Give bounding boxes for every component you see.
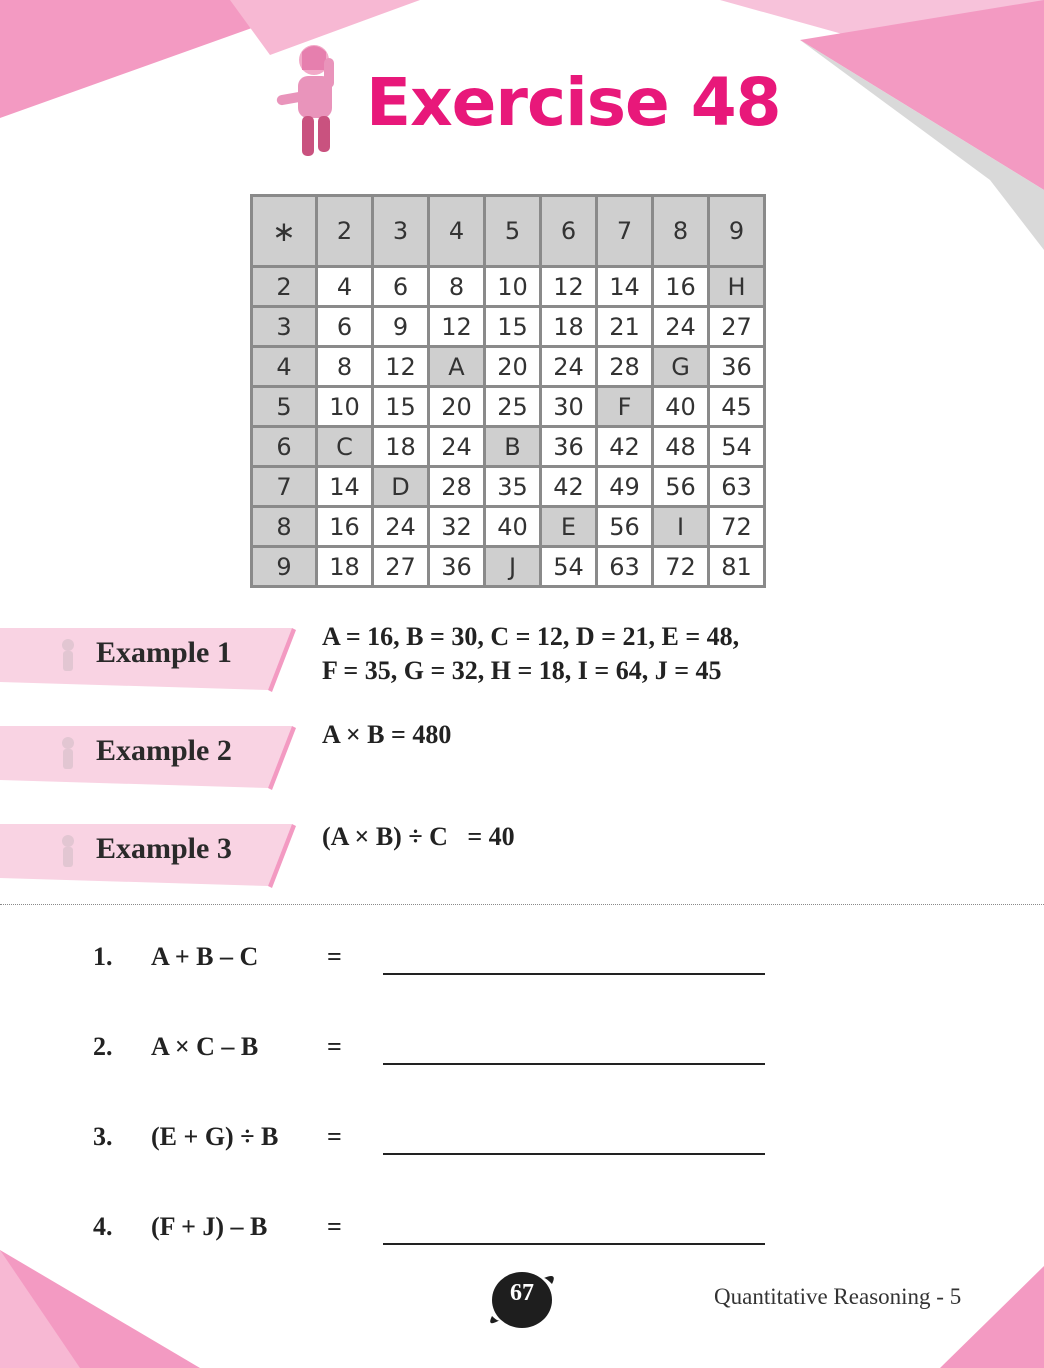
section-divider [0,904,1044,905]
table-cell: 16 [654,268,707,305]
table-row [253,348,763,385]
table-cell: 42 [598,428,651,465]
table-header-cell: 7 [598,197,651,265]
table-cell: 27 [374,548,427,585]
table-cell: 72 [654,548,707,585]
table-cell: 28 [598,348,651,385]
table-row [253,468,763,505]
table-cell: 24 [542,348,595,385]
table-header-row [253,197,763,265]
table-cell: 8 [430,268,483,305]
table-cell: 18 [374,428,427,465]
table-cell: 36 [542,428,595,465]
table-cell-letter: E [542,508,595,545]
table-cell-letter: C [318,428,371,465]
table-cell: 54 [542,548,595,585]
table-header-cell: 4 [430,197,483,265]
answer-line[interactable] [383,1063,765,1065]
table-cell: 30 [542,388,595,425]
question-number: 1. [93,942,113,971]
answer-line[interactable] [383,1243,765,1245]
table-cell: 45 [710,388,763,425]
table-cell: 12 [542,268,595,305]
table-header-cell: 8 [654,197,707,265]
table-cell: 15 [374,388,427,425]
example-2-label: Example 2 [96,734,232,767]
table-cell: 32 [430,508,483,545]
table-cell: 28 [430,468,483,505]
row-header-cell: 3 [253,308,315,345]
table-cell: 56 [654,468,707,505]
table-cell: 40 [486,508,539,545]
page-number: 67 [510,1280,534,1306]
table-row [253,308,763,345]
table-cell-letter: A [430,348,483,385]
table-row [253,268,763,305]
table-cell: 16 [318,508,371,545]
question-number: 4. [93,1212,113,1241]
table-cell: 20 [486,348,539,385]
table-cell: 12 [430,308,483,345]
row-header-cell: 2 [253,268,315,305]
table-cell: 20 [430,388,483,425]
table-cell: 15 [486,308,539,345]
example-3-text: (A × B) ÷ C = 40 [322,822,515,851]
table-cell-letter: J [486,548,539,585]
question-expression: (E + G) ÷ B [151,1122,279,1151]
table-cell: 40 [654,388,707,425]
answer-line[interactable] [383,1153,765,1155]
example-1-label: Example 1 [96,636,232,669]
question-number: 3. [93,1122,113,1151]
table-cell: 10 [318,388,371,425]
table-cell: 48 [654,428,707,465]
table-cell: 81 [710,548,763,585]
table-cell: 56 [598,508,651,545]
table-cell: 4 [318,268,371,305]
row-header-cell: 9 [253,548,315,585]
table-cell: 72 [710,508,763,545]
question-expression: A + B – C [151,942,259,971]
table-cell: 14 [598,268,651,305]
example-1-text: A = 16, B = 30, C = 12, D = 21, E = 48, F = 35, G = 32, H = 18, I = 64, J = 45 [322,622,740,685]
table-cell: 49 [598,468,651,505]
table-cell: 12 [374,348,427,385]
table-cell: 54 [710,428,763,465]
table-cell: 6 [318,308,371,345]
question-expression: (F + J) – B [151,1212,268,1241]
table-cell: 36 [430,548,483,585]
table-header-cell: ∗ [253,197,315,265]
example-2-text: A × B = 480 [322,720,452,749]
equals-sign: = [327,1212,342,1241]
table-header-cell: 5 [486,197,539,265]
table-cell-letter: I [654,508,707,545]
table-cell: 35 [486,468,539,505]
table-cell: 25 [486,388,539,425]
table-cell: 18 [542,308,595,345]
table-cell-letter: H [710,268,763,305]
table-cell: 27 [710,308,763,345]
table-cell: 63 [710,468,763,505]
exercise-title: Exercise 48 [366,64,781,141]
table-row [253,548,763,585]
equals-sign: = [327,1122,342,1151]
table-cell-letter: F [598,388,651,425]
question-number: 2. [93,1032,113,1061]
equals-sign: = [327,942,342,971]
table-header-cell: 3 [374,197,427,265]
row-header-cell: 4 [253,348,315,385]
multiplication-table [250,194,766,588]
table-cell: 8 [318,348,371,385]
example-3-label: Example 3 [96,832,232,865]
table-cell: 63 [598,548,651,585]
table-row [253,388,763,425]
table-cell: 24 [654,308,707,345]
book-title-footer: Quantitative Reasoning - 5 [714,1284,962,1309]
equals-sign: = [327,1032,342,1061]
row-header-cell: 5 [253,388,315,425]
table-cell: 36 [710,348,763,385]
table-cell: 42 [542,468,595,505]
table-cell: 24 [374,508,427,545]
table-cell: 21 [598,308,651,345]
table-cell: 6 [374,268,427,305]
row-header-cell: 7 [253,468,315,505]
girl-mascot-icon [262,40,354,162]
row-header-cell: 8 [253,508,315,545]
row-header-cell: 6 [253,428,315,465]
table-cell: 14 [318,468,371,505]
table-row [253,508,763,545]
table-header-cell: 6 [542,197,595,265]
table-cell: 9 [374,308,427,345]
table-cell: 18 [318,548,371,585]
answer-line[interactable] [383,973,765,975]
table-cell-letter: G [654,348,707,385]
table-cell-letter: D [374,468,427,505]
table-header-cell: 2 [318,197,371,265]
table-header-cell: 9 [710,197,763,265]
table-row [253,428,763,465]
table-cell: 24 [430,428,483,465]
table-cell: 10 [486,268,539,305]
table-cell-letter: B [486,428,539,465]
question-expression: A × C – B [151,1032,259,1061]
